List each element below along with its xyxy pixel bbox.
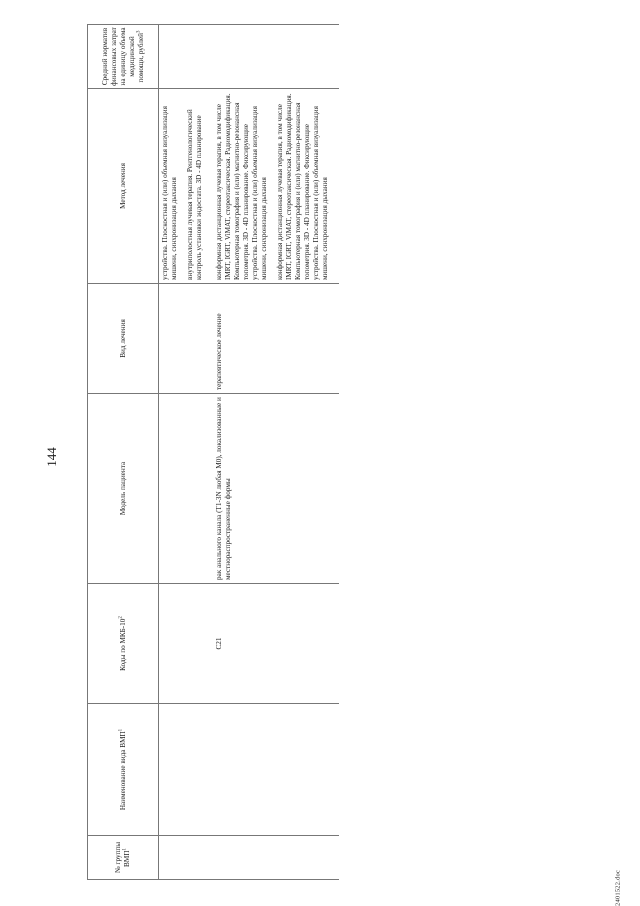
method-text: внутриполостная лучевая терапия. Рентгенологический контроль установки эндостата. 3D - 4D планирование	[186, 109, 203, 280]
table-row	[213, 25, 339, 880]
cell-cost	[159, 25, 214, 89]
cell-type	[159, 284, 214, 394]
treatment-table	[87, 24, 339, 880]
table-header-row	[88, 25, 159, 880]
cell-method	[213, 89, 339, 284]
cell-method	[159, 89, 214, 284]
header-type: Вид лечения	[88, 284, 159, 394]
cell-group-no	[159, 836, 214, 880]
rotated-table-container	[87, 25, 542, 880]
method-text: устройства. Плоскостная и (или) объемная визуализация мишени, синхронизация дыхания	[161, 106, 178, 280]
cell-cost	[213, 25, 339, 89]
cell-model: рак анального канала (T1-3N любая M0), локализованные и местнораспространенные формы	[213, 394, 339, 584]
cell-code	[159, 584, 214, 704]
header-codes: Коды по МКБ-$10^2$	[88, 584, 159, 704]
method-text: конформная дистанционная лучевая терапия, в том числе IMRT, IGRT, ViMAT, стереотаксическая. Радиомодификация. Компьютерная томография и (или) магнитно-резонансная топометрия. 3D - 4D планирование. Фиксирующие устройства. Плоскостная и (или) объемная визуализация мишени, синхронизация дыхания	[276, 93, 329, 280]
header-cost: Средний норматив финансовых затрат на единицу объема медицинской помощи, рублей$^3$	[88, 25, 159, 89]
cell-group-no	[213, 836, 339, 880]
table-row	[159, 25, 214, 880]
method-text: конформная дистанционная лучевая терапия, в том числе IMRT, IGRT, ViMAT, стереотаксическая. Радиомодификация. Компьютерная томография и (или) магнитно-резонансная топометрия. 3D - 4D планирование. Фиксирующие устройства. Плоскостная и (или) объемная визуализация мишени, синхронизация дыхания	[215, 93, 268, 280]
page-number-text: 144	[44, 447, 59, 467]
header-method: Метод лечения	[88, 89, 159, 284]
header-model: Модель пациента	[88, 394, 159, 584]
cell-code: C21	[213, 584, 339, 704]
header-name: Наименование вида ВМП$^1$	[88, 704, 159, 836]
cell-model	[159, 394, 214, 584]
cell-name	[213, 704, 339, 836]
cell-type: терапевтическое лечение	[213, 284, 339, 394]
cell-name	[159, 704, 214, 836]
header-group-no: № группы ВМП$^1$	[88, 836, 159, 880]
footer-doc-code-text: 2401522.doc	[614, 870, 622, 906]
